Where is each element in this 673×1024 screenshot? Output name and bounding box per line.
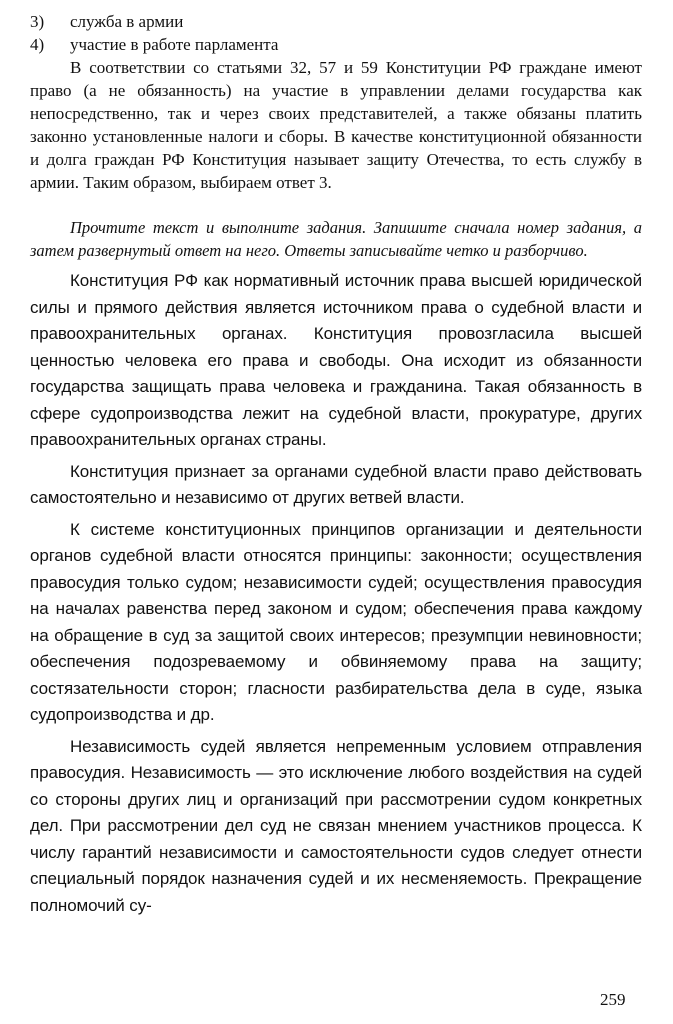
text-paragraph-4: Независимость судей является непременным условием отправления правосудия. Независимость — это исключение любого воздействия на судей со стороны других лиц и организаций при рассмотрении судом конкретных дел. При рассмотрении дел суд не связан мнением участников процесса. К числу гарантий независимости и самостоятельности судов следует отнести специальный порядок назначения судей и их несменяемость. Прекращение полномочий су- — [30, 736, 642, 915]
answer-explanation: В соответствии со статьями 32, 57 и 59 Конституции РФ граждане имеют право (а не обязанность) на участие в управлении делами государства как непосредственно, так и через своих представителей, а также обязаны платить законно установленные налоги и сборы. В качестве конституционной обязанности и долга граждан РФ Конституция называет защиту Отечества, то есть службу в армии. Таким образом, выбираем ответ 3. — [30, 58, 642, 192]
answer-option-text: служба в армии — [70, 12, 184, 31]
text-paragraph-1: Конституция РФ как нормативный источник права высшей юридической силы и прямого действия является источником права о судебной власти и правоохранительных органах. Конституция провозгласила высшей ценностью человека его права и свободы. Она исходит из обязанности государства защищать права человека и гражданина. Такая обязанность в сфере судопроизводства лежит на судебной власти, прокуратуре, других правоохранительных органах страны. — [30, 271, 642, 449]
answer-option-number: 3) — [30, 12, 45, 31]
answer-option-text: участие в работе парламента — [70, 35, 279, 54]
page-content — [30, 10, 642, 924]
task-instruction: Прочтите текст и выполните задания. Запишите сначала номер задания, а затем развернутый ответ на него. Ответы записывайте четко и разборчиво. — [30, 218, 642, 260]
text-paragraph-2: Конституция признает за органами судебной власти право действовать самостоятельно и независимо от других ветвей власти. — [30, 461, 642, 507]
page-number: 259 — [600, 990, 626, 1009]
text-paragraph-3: К системе конституционных принципов организации и деятельности органов судебной власти относятся принципы: законности; осуществления правосудия только судом; независимости судей; осуществления правосудия на началах равенства перед законом и судом; обеспечения права каждому на обращение в суд за защитой своих интересов; презумпции невиновности; обеспечения подозреваемому и обвиняемому права на защиту; состязательности сторон; гласности разбирательства дела в суде, языка судопроизводства и др. — [30, 519, 642, 724]
answer-option-number: 4) — [30, 35, 45, 54]
answer-option-4 — [30, 33, 642, 56]
answer-option-3 — [30, 10, 642, 33]
